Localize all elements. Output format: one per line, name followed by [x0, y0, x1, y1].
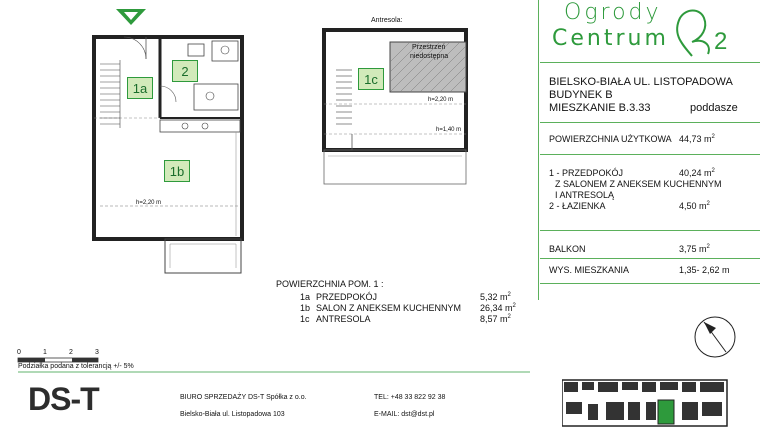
compass-icon	[690, 312, 740, 362]
room-list-1-line3: I ANTRESOLĄ	[555, 190, 615, 200]
footer-tel: TEL: +48 33 822 92 38	[374, 394, 446, 401]
usable-area-label: POWIERZCHNIA UŻYTKOWA	[549, 134, 672, 144]
niedostepna-label: niedostępna	[410, 53, 449, 60]
brand-logo-line2: Centrum	[552, 26, 669, 51]
room-label-1a: 1a	[127, 77, 153, 99]
area-breakdown-title: POWIERZCHNIA POM. 1 :	[276, 279, 384, 289]
height-value: 1,35- 2,62 m	[679, 265, 730, 275]
floor-label: poddasze	[690, 102, 738, 114]
scale-label-3: 3	[95, 349, 99, 356]
area-item-1a-value: 5,32 $m^2$	[480, 292, 511, 302]
footer-email: E-MAIL: dst@dst.pl	[374, 411, 435, 418]
dst-logo: DS-T	[28, 381, 99, 417]
height-label: WYS. MIESZKANIA	[549, 265, 630, 275]
brand-logo-number: 2	[714, 28, 728, 55]
height-220-right: h=2,20 m	[428, 97, 454, 103]
scale-label-0: 0	[17, 349, 21, 356]
room-list-2-value: 4,50 $m^2$	[679, 201, 710, 211]
usable-area-value: 44,73 $m^2$	[679, 134, 715, 144]
przestrzen-label: Przestrzeń	[412, 44, 446, 51]
brand-logo-line1: Ogrody	[564, 0, 662, 25]
scale-label-1: 1	[43, 349, 47, 356]
height-140: h=1,40 m	[436, 127, 462, 133]
apartment-number: MIESZKANIE B.3.33	[549, 102, 651, 114]
room-list-1-line2: Z SALONEM Z ANEKSEM KUCHENNYM	[555, 179, 722, 189]
footer-company: BIURO SPRZEDAŻY DS-T Spółka z o.o.	[180, 394, 307, 401]
area-item-1a-code: 1a	[300, 292, 311, 302]
room-label-1c: 1c	[358, 68, 384, 90]
room-label-1b: 1b	[164, 160, 190, 182]
antresola-title: Antresola:	[371, 17, 403, 24]
balcony-value: 3,75 $m^2$	[679, 244, 710, 254]
brand-logo	[548, 0, 758, 60]
address-line1: BIELSKO-BIAŁA UL. LISTOPADOWA	[549, 76, 733, 88]
area-item-1a-name: PRZEDPOKÓJ	[316, 292, 378, 302]
tree-icon	[672, 4, 714, 58]
room-label-2: 2	[172, 60, 198, 82]
area-item-1c-code: 1c	[300, 314, 310, 324]
room-list-1-value: 40,24 $m^2$	[679, 168, 715, 178]
area-item-1b-code: 1b	[300, 303, 311, 313]
address-line2: BUDYNEK B	[549, 89, 613, 101]
building-key-plan	[562, 372, 732, 428]
area-item-1b-value: 26,34 $m^2$	[480, 303, 516, 313]
balcony-label: BALKON	[549, 244, 586, 254]
scale-label-2: 2	[69, 349, 73, 356]
area-item-1c-value: 8,57 $m^2$	[480, 314, 511, 324]
scale-note: Podziałka podana z tolerancją +/- 5%	[18, 363, 134, 370]
room-list-2: 2 - ŁAZIENKA	[549, 201, 606, 211]
area-item-1b-name: SALON Z ANEKSEM KUCHENNYM	[316, 303, 462, 313]
footer-address: Bielsko-Biała ul. Listopadowa 103	[180, 411, 285, 418]
area-item-1c-name: ANTRESOLA	[316, 314, 371, 324]
height-220-left: h=2,20 m	[136, 200, 162, 206]
room-list-1: 1 - PRZEDPOKÓJ	[549, 168, 624, 178]
info-panel-border	[538, 0, 539, 300]
